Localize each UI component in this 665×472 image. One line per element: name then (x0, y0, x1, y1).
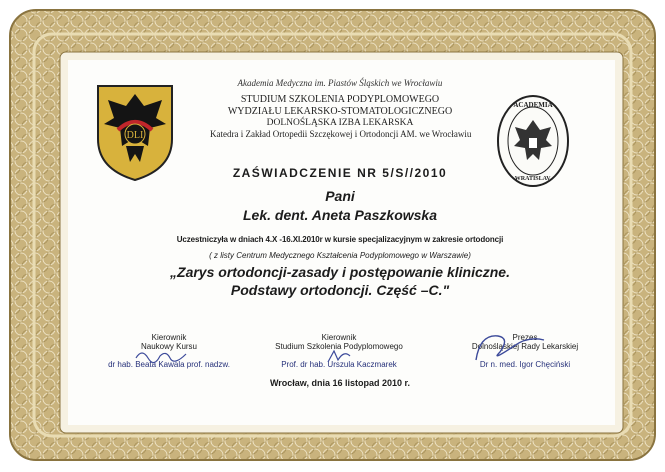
signatory-name: Prof. dr hab. Urszula Kaczmarek (281, 360, 397, 369)
signature-title: Naukowy Kursu (140, 342, 198, 351)
participation-text: Uczestniczyła w dniach 4.X -16.XI.2010r w kursie specjalizacyjnym w zakresie ortodoncji (176, 235, 504, 244)
chamber-name: DOLNOŚLĄSKA IZBA LEKARSKA (266, 118, 414, 128)
certificate-title: ZAŚWIADCZENIE NR 5/S//2010 (232, 166, 448, 180)
source-text: ( z listy Centrum Medycznego Kształcenia Podyplomowego w Warszawie) (209, 251, 471, 260)
university-name: Akademia Medyczna im. Piastów Śląskich we Wrocławiu (237, 78, 443, 88)
course-title-line2: Podstawy ortodoncji. Część –C." (230, 282, 450, 298)
department-name: Katedra i Zakład Ortopedii Szczękowej i Ortodoncji AM. we Wrocławiu (210, 129, 472, 139)
faculty-name: WYDZIAŁU LEKARSKO-STOMATOLOGICZNEGO (227, 106, 453, 117)
place-and-date: Wrocław, dnia 16 listopad 2010 r. (269, 378, 411, 388)
coat-of-arms-icon (96, 84, 174, 182)
signature-scribble-icon (324, 348, 354, 364)
signatory-name: Dr n. med. Igor Chęciński (479, 360, 571, 369)
signatory-name: dr hab. Beata Kawala prof. nadzw. (108, 360, 230, 369)
signature-title: Kierownik (151, 333, 187, 342)
svg-text:WRATISLAV.: WRATISLAV. (514, 176, 552, 182)
svg-text:DLI: DLI (126, 130, 144, 141)
studium-name: STUDIUM SZKOLENIA PODYPLOMOWEGO (240, 94, 440, 105)
signature-title: Prezes (512, 333, 538, 342)
signature-scribble-icon (470, 326, 550, 366)
university-seal-icon (496, 94, 570, 188)
recipient-name: Lek. dent. Aneta Paszkowska (243, 207, 437, 223)
course-title-line1: „Zarys ortodoncji-zasady i postępowanie kliniczne. (170, 264, 510, 280)
svg-text:ACADEMIA: ACADEMIA (513, 101, 553, 109)
signature-title: Studium Szkolenia Podyplomowego (275, 342, 403, 351)
signature-title: Dolnośląskiej Rady Lekarskiej (471, 342, 579, 351)
signature-scribble-icon (134, 346, 194, 364)
signature-title: Kierownik (321, 333, 357, 342)
salutation: Pani (325, 188, 355, 204)
